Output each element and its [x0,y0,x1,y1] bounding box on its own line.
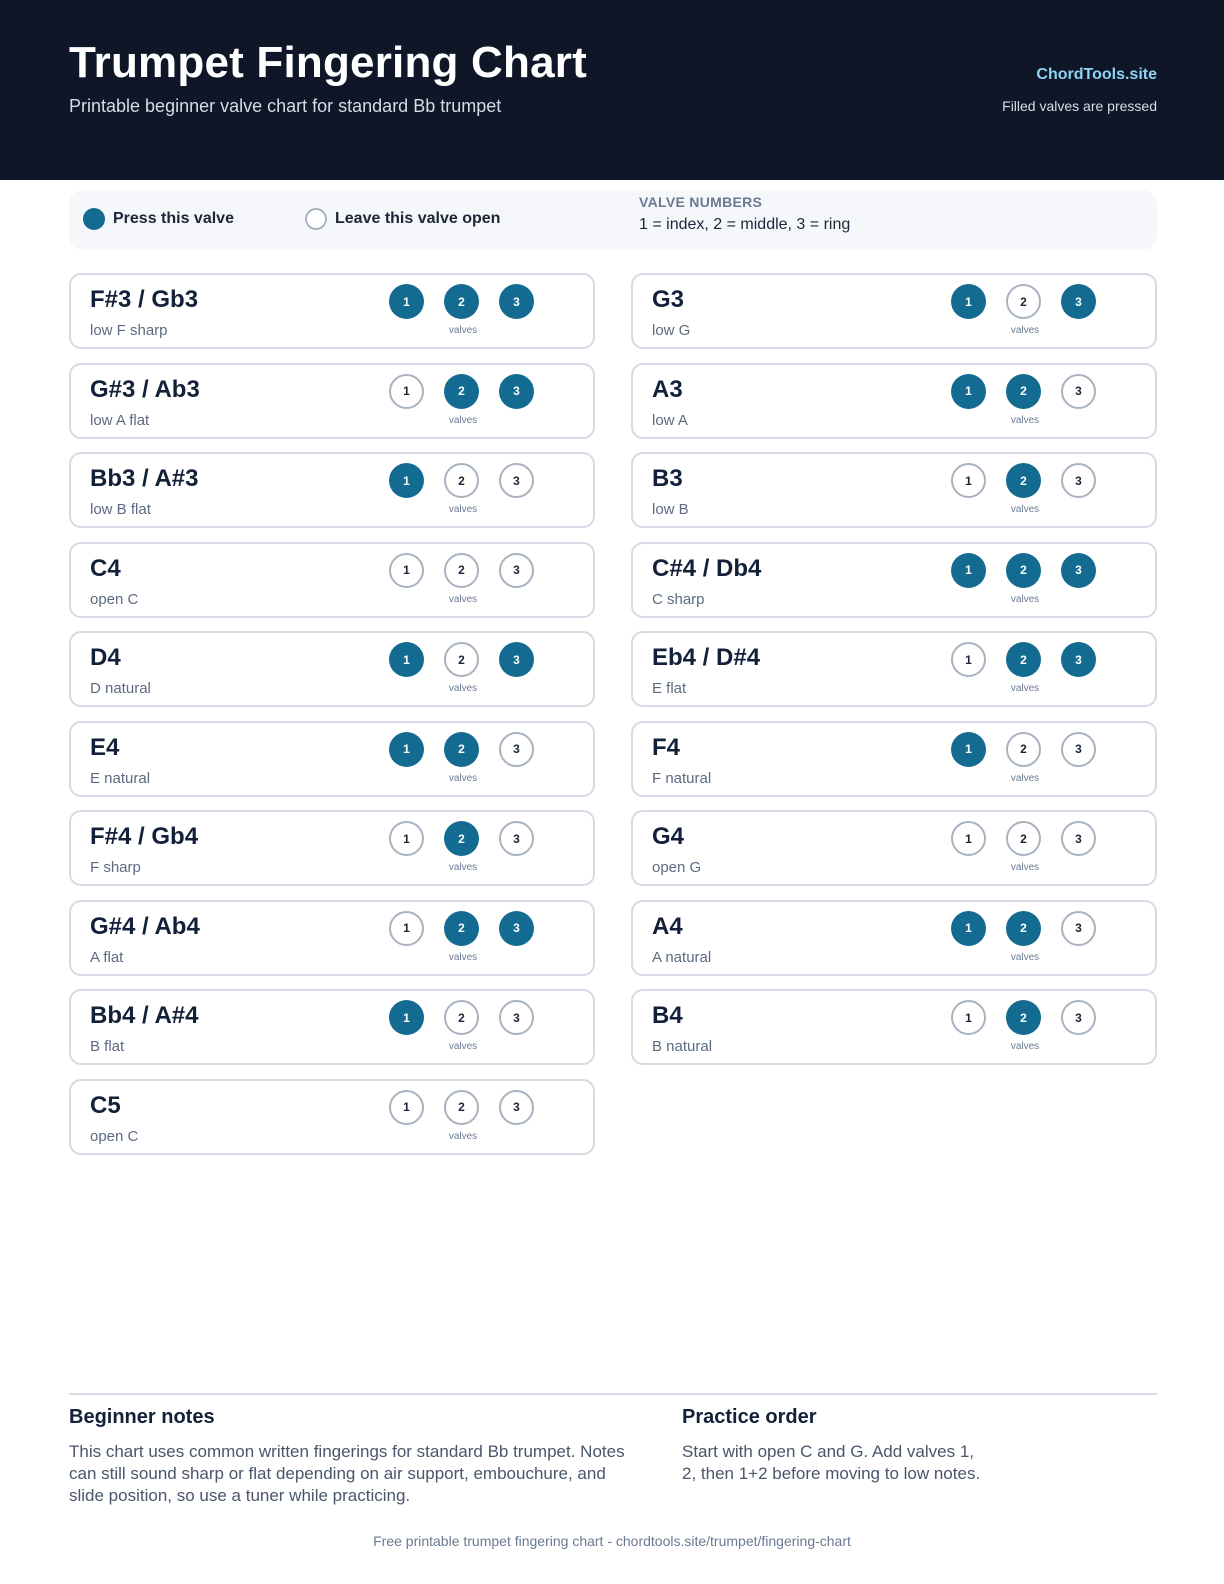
note-name: F4 [652,733,681,761]
note-card [631,452,1157,528]
brand-link[interactable]: ChordTools.site [1036,66,1157,83]
valves-caption: valves [1010,504,1040,515]
valve-3-open: 3 [499,821,534,856]
note-name: F#4 / Gb4 [90,823,199,850]
valves-caption: valves [448,951,478,963]
beginner-notes-line: can still sound sharp or flat depending on air support, embouchure, and [69,1464,606,1483]
note-name: Bb3 / A#3 [90,465,199,492]
note-description: B natural [652,1038,713,1055]
valve-3-open: 3 [1061,463,1096,498]
valve-2-pressed: 2 [444,911,479,946]
valve-2-pressed: 2 [1006,374,1041,409]
valve-3-pressed: 3 [1061,284,1096,319]
legend-hint: Filled valves are pressed [1002,98,1157,114]
note-name: E4 [90,733,120,761]
valve-1-open: 1 [951,642,986,677]
note-description: open C [90,590,139,608]
valves-caption: valves [1010,951,1040,963]
note-name: Eb4 / D#4 [652,644,761,671]
valve-1-open: 1 [389,553,424,588]
note-card [631,542,1157,618]
note-name: G3 [652,286,685,313]
beginner-notes-line: slide position, so use a tuner while practicing. [69,1486,411,1505]
valve-2-pressed: 2 [444,284,479,319]
legend-panel [69,190,1157,250]
valve-3-open: 3 [1061,821,1096,856]
valve-2-open: 2 [1006,821,1041,856]
note-card [631,363,1157,439]
valve-1-pressed: 1 [951,374,986,409]
pressed-valve-icon [83,208,105,230]
valve-1-pressed: 1 [389,1000,424,1035]
note-description: C sharp [652,590,705,608]
note-name: A3 [652,375,683,403]
valve-1-pressed: 1 [389,463,424,498]
note-name: B3 [652,465,683,492]
valves-caption: valves [1010,593,1040,605]
legend-pressed [83,208,234,230]
valve-2-pressed: 2 [444,732,479,767]
valve-3-pressed: 3 [499,911,534,946]
note-description: low F sharp [90,322,168,339]
valve-3-pressed: 3 [499,284,534,319]
note-description: low A flat [90,411,150,429]
valve-3-open: 3 [499,463,534,498]
valve-1-pressed: 1 [951,553,986,588]
note-description: E natural [90,769,151,787]
valve-3-open: 3 [499,732,534,767]
page-title: Trumpet Fingering Chart [69,38,587,87]
valves-caption: valves [448,593,478,605]
valve-2-open: 2 [444,642,479,677]
note-description: low A [652,411,688,429]
beginner-notes-title: Beginner notes [69,1406,215,1428]
practice-order-line: 2, then 1+2 before moving to low notes. [682,1464,981,1483]
practice-order-line: Start with open C and G. Add valves 1, [682,1442,974,1461]
beginner-notes-body [69,1441,649,1507]
note-card [69,989,595,1065]
valve-1-open: 1 [389,374,424,409]
legend-pressed-label: Press this valve [113,210,234,227]
valve-1-open: 1 [951,821,986,856]
valve-3-open: 3 [499,553,534,588]
valves-caption: valves [448,1130,478,1142]
valves-caption: valves [448,772,478,784]
note-card [69,1079,595,1155]
valve-3-pressed: 3 [1061,642,1096,677]
note-card [631,900,1157,976]
practice-order-body [682,1441,1152,1485]
note-card [69,452,595,528]
valves-caption: valves [1010,325,1040,336]
page-subtitle: Printable beginner valve chart for standard Bb trumpet [69,96,502,116]
valve-numbers-heading: VALVE NUMBERS [639,194,763,210]
note-description: F sharp [90,859,141,876]
valve-2-open: 2 [1006,732,1041,767]
note-name: A4 [652,912,683,940]
valve-numbers-text: 1 = index, 2 = middle, 3 = ring [639,216,851,233]
valve-1-open: 1 [389,1090,424,1125]
valve-1-open: 1 [389,911,424,946]
valve-3-open: 3 [1061,732,1096,767]
valves-caption: valves [448,683,478,694]
note-description: low G [652,322,691,339]
note-card [631,721,1157,797]
valve-3-open: 3 [499,1000,534,1035]
valve-3-pressed: 3 [1061,553,1096,588]
valves-caption: valves [1010,772,1040,784]
note-name: C4 [90,554,121,582]
note-name: D4 [90,644,121,671]
note-description: A natural [652,948,712,966]
valve-1-open: 1 [389,821,424,856]
practice-order-title: Practice order [682,1406,817,1428]
note-description: open C [90,1127,139,1145]
page-header [0,0,1224,180]
note-name: B4 [652,1002,683,1029]
note-name: G#3 / Ab3 [90,375,200,403]
note-card [631,631,1157,707]
note-description: A flat [90,948,124,966]
valve-1-pressed: 1 [389,732,424,767]
valves-caption: valves [448,504,478,515]
valve-1-pressed: 1 [951,284,986,319]
note-description: B flat [90,1038,125,1055]
valves-caption: valves [448,862,478,873]
note-card [69,900,595,976]
note-card [631,810,1157,886]
beginner-notes-line: This chart uses common written fingerings for standard Bb trumpet. Notes [69,1442,625,1461]
valves-caption: valves [1010,683,1040,694]
note-card [69,631,595,707]
valve-1-pressed: 1 [951,732,986,767]
valve-2-open: 2 [444,553,479,588]
note-card [69,363,595,439]
valve-1-pressed: 1 [389,284,424,319]
valve-3-open: 3 [1061,374,1096,409]
section-divider [69,1393,1157,1395]
valve-1-pressed: 1 [951,911,986,946]
valves-caption: valves [1010,414,1040,426]
note-description: E flat [652,680,687,697]
note-description: D natural [90,680,151,697]
valve-1-pressed: 1 [389,642,424,677]
valve-2-pressed: 2 [1006,642,1041,677]
note-name: F#3 / Gb3 [90,286,199,313]
valve-3-open: 3 [1061,911,1096,946]
valves-caption: valves [448,1041,478,1052]
valve-2-pressed: 2 [1006,911,1041,946]
legend-open-label: Leave this valve open [335,210,501,227]
valve-1-open: 1 [951,463,986,498]
valve-2-open: 2 [444,463,479,498]
valve-3-open: 3 [499,1090,534,1125]
note-card [631,273,1157,349]
note-card [69,273,595,349]
note-card [69,810,595,886]
note-name: C5 [90,1091,121,1119]
valves-caption: valves [448,325,478,336]
note-description: F natural [652,769,712,787]
note-card [69,542,595,618]
note-name: G4 [652,823,685,850]
valve-2-pressed: 2 [1006,463,1041,498]
note-card [631,989,1157,1065]
note-description: low B [652,501,689,518]
valves-caption: valves [1010,862,1040,873]
note-description: open G [652,859,702,876]
valve-2-pressed: 2 [1006,1000,1041,1035]
note-name: G#4 / Ab4 [90,912,200,940]
open-valve-icon [305,208,327,230]
valve-1-open: 1 [951,1000,986,1035]
valve-3-pressed: 3 [499,642,534,677]
valves-caption: valves [448,414,478,426]
valve-2-pressed: 2 [444,821,479,856]
note-name: Bb4 / A#4 [90,1002,199,1029]
valve-2-pressed: 2 [1006,553,1041,588]
valve-2-open: 2 [444,1090,479,1125]
valve-3-open: 3 [1061,1000,1096,1035]
legend-open [305,208,500,230]
page-footer: Free printable trumpet fingering chart - chordtools.site/trumpet/fingering-chart [373,1533,851,1549]
valves-caption: valves [1010,1041,1040,1052]
valve-2-pressed: 2 [444,374,479,409]
valve-2-open: 2 [1006,284,1041,319]
note-name: C#4 / Db4 [652,554,762,582]
note-card [69,721,595,797]
valve-2-open: 2 [444,1000,479,1035]
valve-3-pressed: 3 [499,374,534,409]
note-description: low B flat [90,501,151,518]
